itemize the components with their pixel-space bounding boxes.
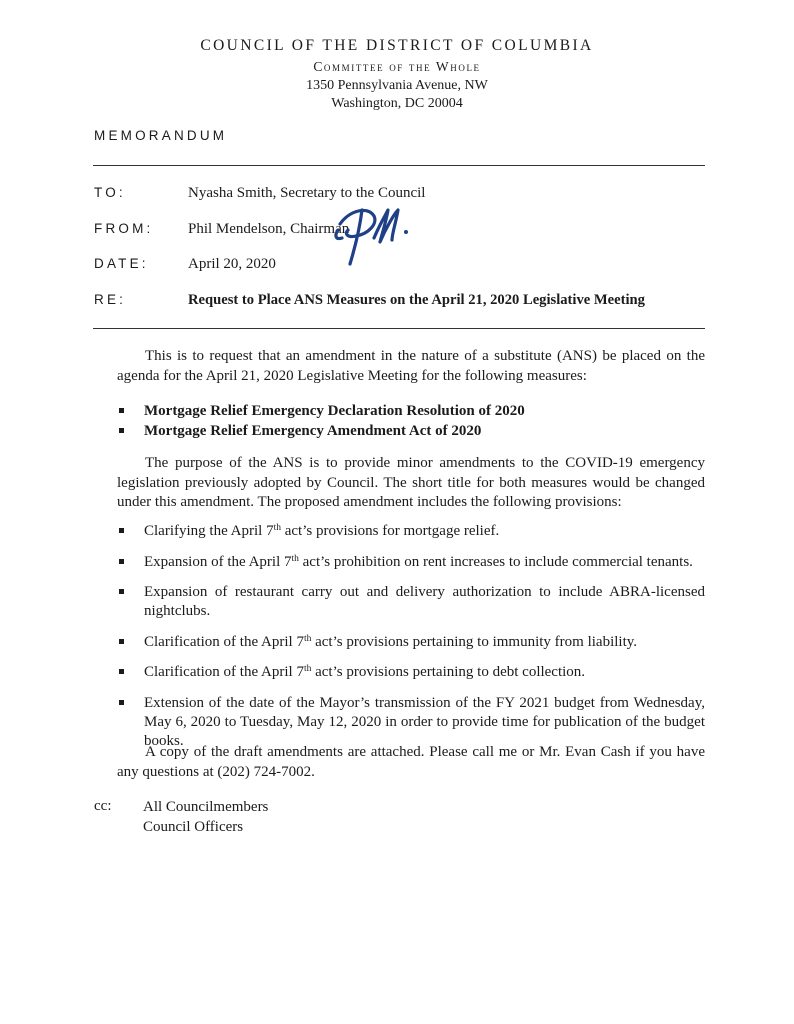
header-bottom-rule [93, 328, 705, 329]
to-value: Nyasha Smith, Secretary to the Council [188, 185, 426, 201]
date-value: April 20, 2020 [188, 256, 276, 272]
list-item: Extension of the date of the Mayor’s transmission of the FY 2021 budget from Wednesday, May 6, 2020 to Tuesday, May 12, 2020 in order to provide time for publication of the budget books. [117, 694, 705, 751]
cc-recipient: Council Officers [143, 818, 244, 835]
intro-text: This is to request that an amendment in the nature of a substitute (ANS) be placed on the agenda for the April 21, 2020 Legislative Meeting for the following measures: [117, 348, 705, 384]
bullet-icon [119, 428, 124, 433]
re-label: RE: [94, 292, 127, 307]
letterhead-council: COUNCIL OF THE DISTRICT OF COLUMBIA [200, 37, 594, 54]
letterhead-address: 1350 Pennsylvania Avenue, NW [306, 78, 488, 93]
closing-paragraph [117, 743, 705, 782]
bullet-icon [119, 589, 124, 594]
to-label: TO: [94, 185, 126, 200]
bullet-icon [119, 639, 124, 644]
letterhead-city: Washington, DC 20004 [331, 96, 463, 111]
measure-text: Mortgage Relief Emergency Amendment Act of 2020 [144, 422, 482, 439]
letterhead-committee: Committee of the Whole [313, 59, 481, 74]
bullet-icon [119, 700, 124, 705]
list-item: Clarification of the April 7th act’s provisions pertaining to debt collection. [117, 663, 705, 682]
bullet-icon [119, 669, 124, 674]
intro-paragraph [117, 347, 705, 386]
re-value: Request to Place ANS Measures on the April 21, 2020 Legislative Meeting [188, 292, 645, 308]
list-item: Clarifying the April 7th act’s provisions for mortgage relief. [117, 522, 705, 541]
from-label: FROM: [94, 221, 154, 236]
list-item: Expansion of restaurant carry out and delivery authorization to include ABRA-licensed nightclubs. [117, 583, 705, 621]
list-item: Clarification of the April 7th act’s provisions pertaining to immunity from liability. [117, 633, 705, 652]
list-item [117, 422, 717, 442]
measures-list [117, 402, 717, 441]
header-top-rule [93, 165, 705, 166]
bullet-icon [119, 528, 124, 533]
date-label: DATE: [94, 256, 149, 271]
purpose-text: The purpose of the ANS is to provide minor amendments to the COVID-19 emergency legislation previously adopted by Council. The short title for both measures would be changed under this amendment. The proposed amendment includes the following provisions: [117, 455, 705, 510]
bullet-icon [119, 408, 124, 413]
list-item: Expansion of the April 7th act’s prohibition on rent increases to include commercial tenants. [117, 553, 705, 572]
closing-text: A copy of the draft amendments are attached. Please call me or Mr. Evan Cash if you have any questions at (202) 724-7002. [117, 744, 705, 780]
bullet-icon [119, 559, 124, 564]
provisions-list [117, 522, 705, 762]
purpose-paragraph [117, 454, 705, 513]
cc-recipients [143, 798, 268, 837]
chairman-signature [322, 200, 422, 270]
cc-recipient: All Councilmembers [143, 799, 269, 815]
from-value: Phil Mendelson, Chairman [188, 221, 350, 237]
memo-title: MEMORANDUM [94, 128, 228, 143]
list-item [117, 402, 717, 422]
cc-label: cc: [94, 798, 112, 814]
measure-text: Mortgage Relief Emergency Declaration Resolution of 2020 [144, 403, 525, 419]
